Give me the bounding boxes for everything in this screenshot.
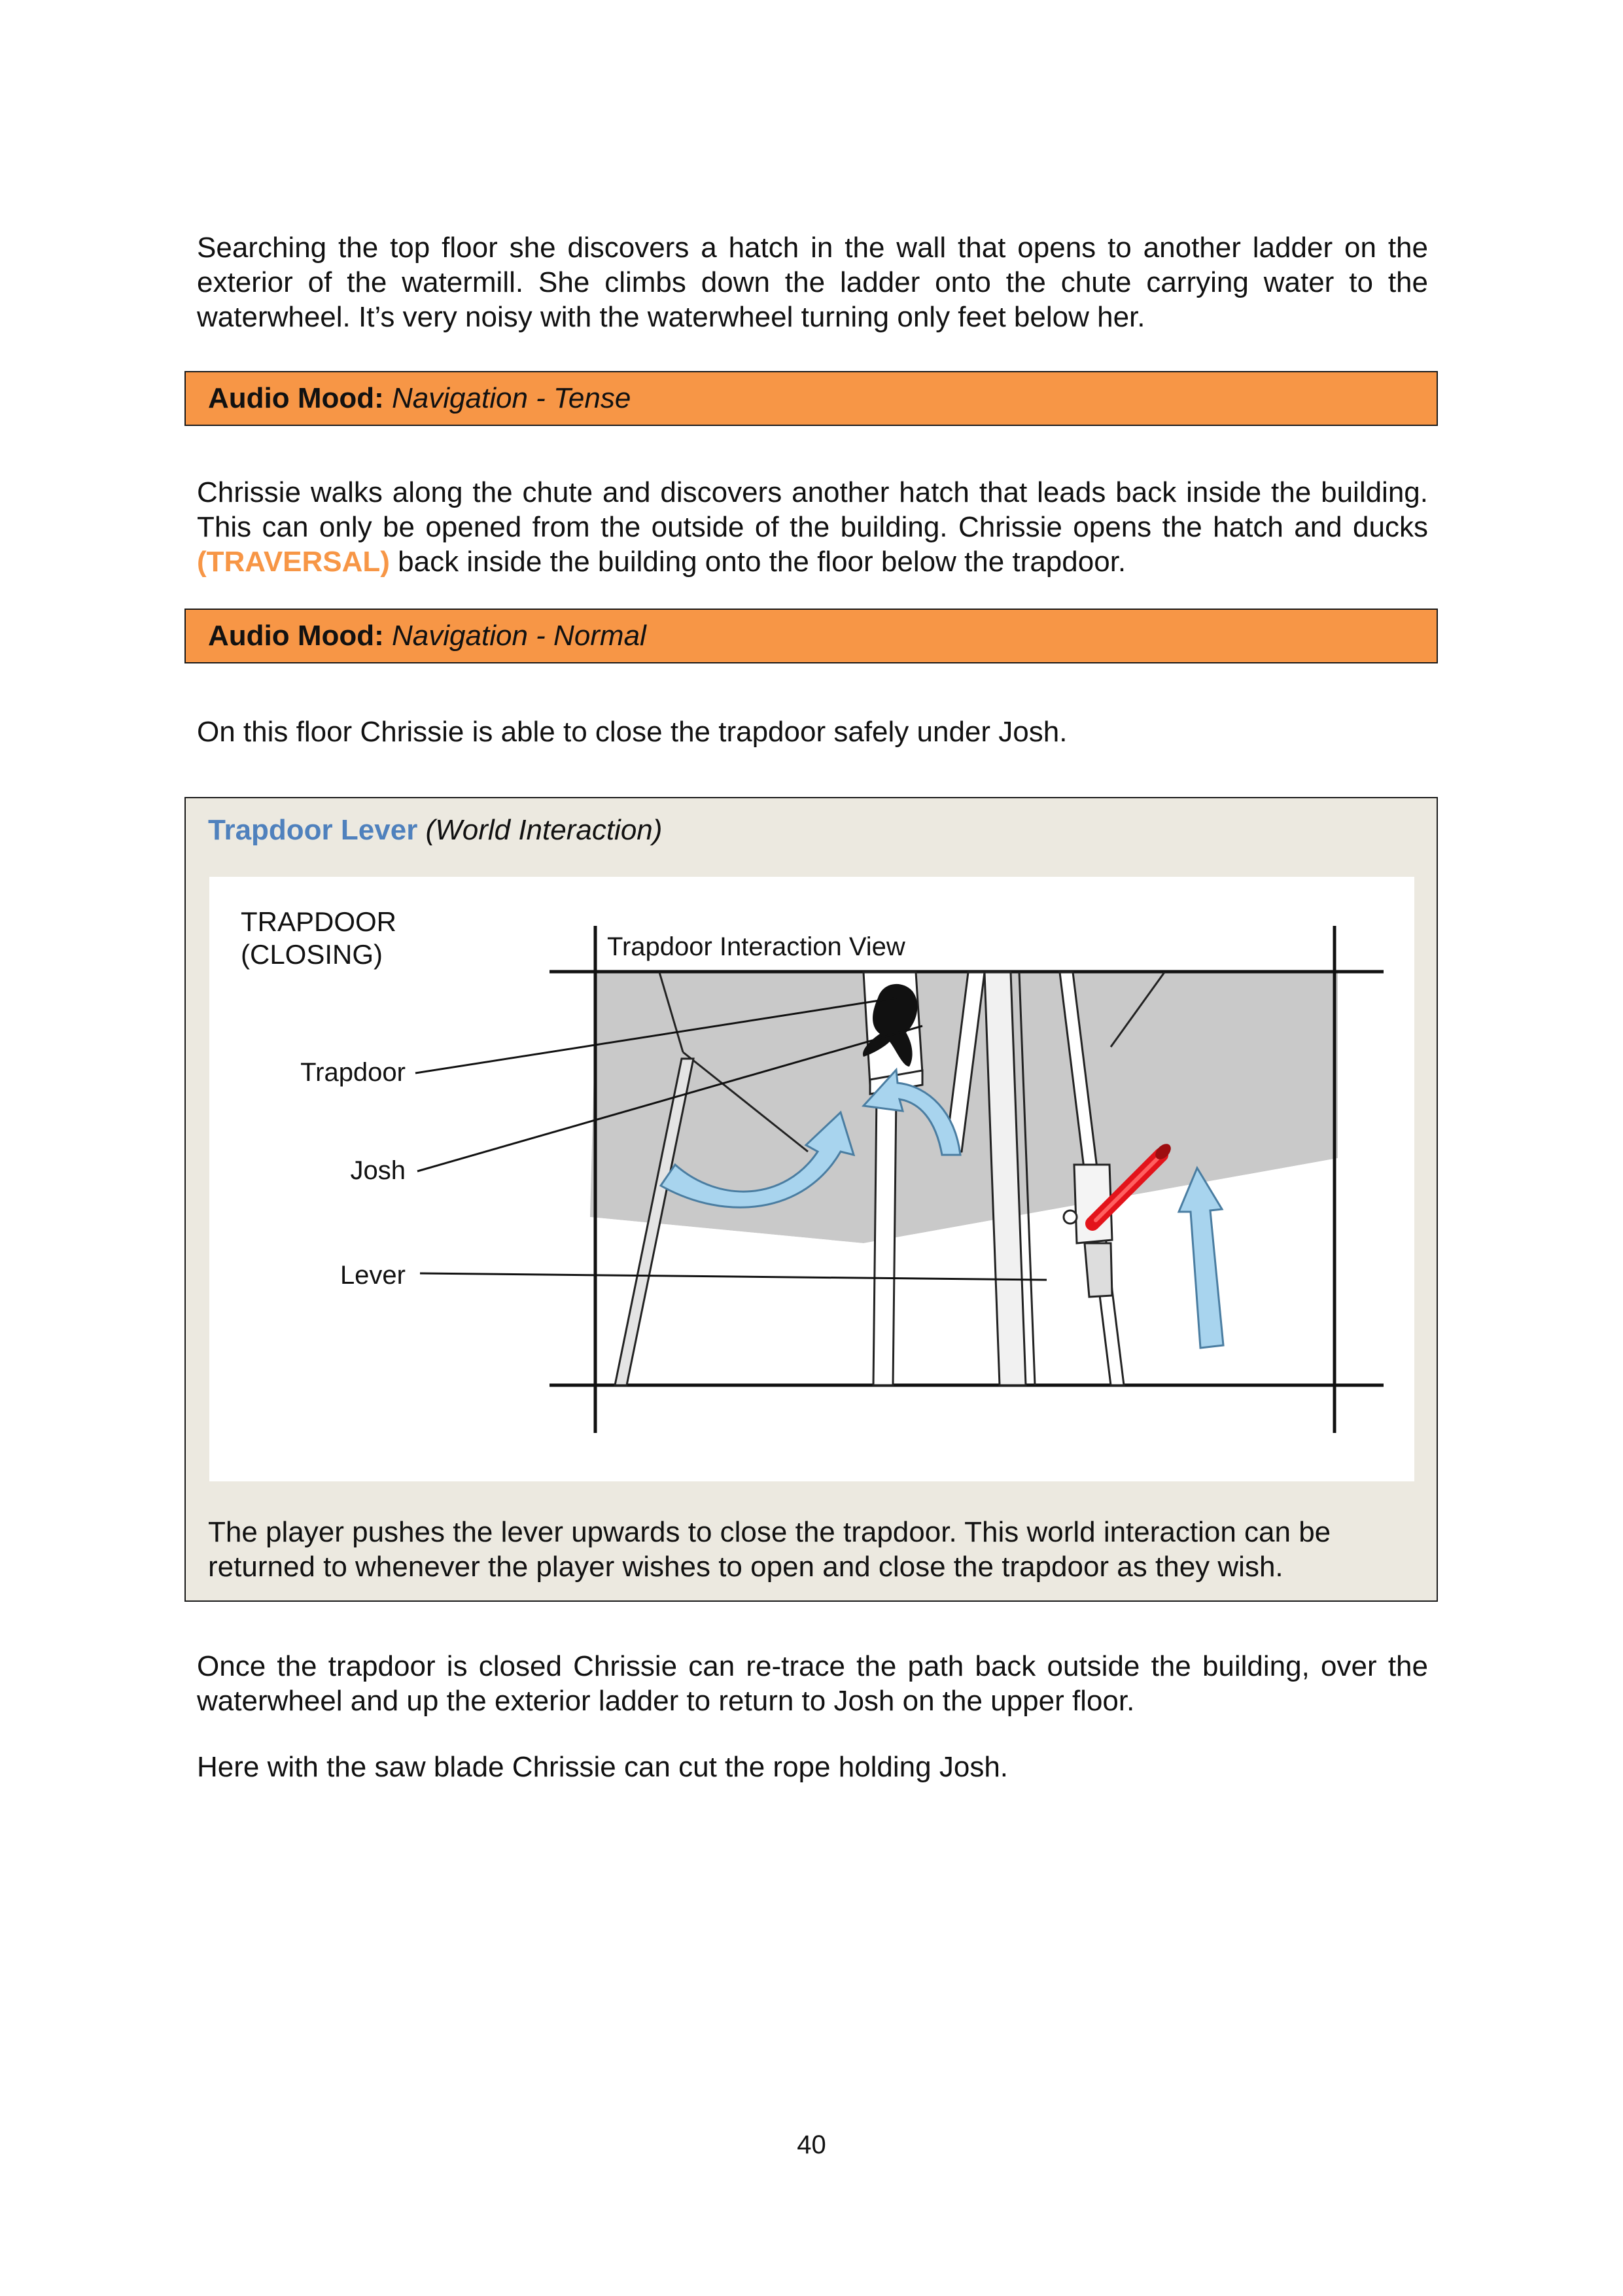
- trapdoor-diagram: [209, 877, 1414, 1481]
- audio-mood-value: Navigation - Tense: [392, 382, 631, 414]
- paragraph-chute-walk: [197, 475, 1428, 579]
- lever-base: [1085, 1243, 1112, 1297]
- audio-mood-banner-normal: [184, 609, 1438, 663]
- interaction-title: [208, 813, 662, 847]
- interaction-type: (World Interaction): [425, 814, 663, 846]
- page-number: 40: [797, 2130, 826, 2159]
- audio-mood-value: Navigation - Normal: [392, 620, 646, 652]
- paragraph-cut-rope: Here with the saw blade Chrissie can cut the rope holding Josh.: [197, 1751, 1009, 1783]
- trapdoor-diagram-svg: [209, 877, 1414, 1481]
- interaction-caption: The player pushes the lever upwards to close the trapdoor. This world interaction can be returned to whenever the player wishes to open and close the trapdoor as they wish.: [208, 1516, 1331, 1583]
- audio-mood-label: Audio Mood:: [208, 382, 384, 414]
- paragraph-hatch-discovery: Searching the top floor she discovers a hatch in the wall that opens to another ladder on the exterior of the watermill. She climbs down the ladder onto the chute carrying water to the waterwheel. It’s very noisy with the waterwheel turning only feet below her.: [197, 232, 1428, 333]
- post-center: [873, 1096, 896, 1385]
- audio-mood-label: Audio Mood:: [208, 620, 384, 652]
- interaction-box: [184, 797, 1438, 1602]
- paragraph-retrace-path: Once the trapdoor is closed Chrissie can re-trace the path back outside the building, over the waterwheel and up the exterior ladder to return to Josh on the upper floor.: [197, 1650, 1428, 1717]
- diagram-heading-line2: (CLOSING): [241, 939, 383, 970]
- paragraph-close-trapdoor: On this floor Chrissie is able to close the trapdoor safely under Josh.: [197, 716, 1068, 748]
- audio-mood-banner-tense: [184, 371, 1438, 426]
- callout-label-lever: Lever: [340, 1261, 406, 1290]
- paragraph-text: Chrissie walks along the chute and discovers another hatch that leads back inside the building. This can only be opened from the outside of the building. Chrissie opens the hatch and ducks: [197, 476, 1428, 543]
- traversal-tag: (TRAVERSAL): [197, 546, 390, 578]
- lever-pivot: [1064, 1210, 1077, 1224]
- callout-label-josh: Josh: [350, 1156, 406, 1185]
- diagram-heading-line1: TRAPDOOR: [241, 906, 397, 937]
- interaction-name: Trapdoor Lever: [208, 814, 418, 846]
- diagram-view-title: Trapdoor Interaction View: [607, 932, 905, 961]
- callout-label-trapdoor: Trapdoor: [300, 1058, 406, 1087]
- paragraph-text: back inside the building onto the floor below the trapdoor.: [389, 546, 1126, 578]
